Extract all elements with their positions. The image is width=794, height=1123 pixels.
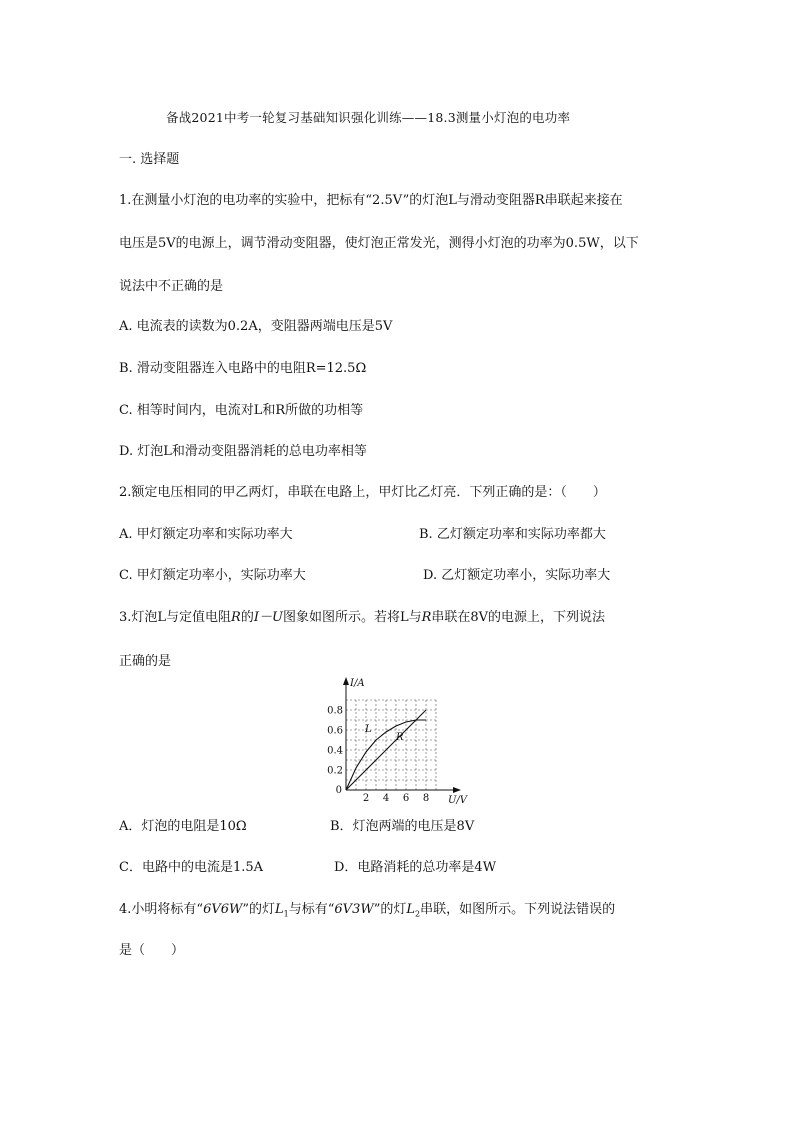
- x-tick-label: 6: [402, 793, 410, 804]
- q4-text-c: 与标有“: [288, 902, 335, 917]
- iu-graph: [320, 674, 470, 806]
- q4-lamp1: L: [275, 902, 284, 917]
- q1-option-d: D. 灯泡L和滑动变阻器消耗的总电功率相等: [119, 444, 367, 459]
- q4-spec2: 6V3W: [334, 902, 374, 917]
- origin-label: 0: [335, 785, 342, 796]
- x-axis-arrow: [453, 787, 461, 793]
- q3-var-r2: R: [421, 610, 432, 625]
- q1-stem-line2: 电压是5V的电源上，调节滑动变阻器，使灯泡正常发光，测得小灯泡的功率为0.5W，以下: [119, 236, 639, 251]
- q3-stem-line1: [119, 610, 605, 626]
- chart-labels: [327, 678, 469, 806]
- series-label-R: R: [396, 732, 404, 743]
- q4-lamp2-sub: 2: [415, 909, 421, 919]
- q2-option-b: B. 乙灯额定功率和实际功率都大: [419, 527, 606, 542]
- q3-text-b: 的: [240, 610, 254, 625]
- y-tick-label: 0.2: [327, 765, 343, 777]
- y-tick-label: 0.4: [327, 745, 343, 757]
- series-label-L: L: [365, 724, 372, 735]
- q2-option-a: A. 甲灯额定功率和实际功率大: [119, 527, 293, 542]
- x-tick-label: 8: [422, 793, 430, 804]
- q3-text-c: 图象如图所示。若将L与: [282, 610, 422, 625]
- q1-option-c: C. 相等时间内，电流对L和R所做的功相等: [119, 403, 364, 418]
- q1-option-a: A. 电流表的读数为0.2A，变阻器两端电压是5V: [119, 319, 393, 334]
- q1-stem-line3: 说法中不正确的是: [119, 279, 224, 294]
- x-axis-label: U/V: [448, 795, 468, 806]
- q3-text-d: 串联在8V的电源上，下列说法: [431, 610, 606, 625]
- page-title: 备战2021中考一轮复习基础知识强化训练——18.3测量小灯泡的电功率: [166, 110, 571, 125]
- q1-stem-line1: 1.在测量小灯泡的电功率的实验中，把标有“2.5V”的灯泡L与滑动变阻器R串联起来接在: [119, 193, 623, 208]
- q4-lamp1-sub: 1: [283, 909, 289, 919]
- y-axis-arrow: [343, 677, 349, 685]
- x-tick-label: 4: [382, 793, 390, 804]
- q4-text-d: ”的灯: [373, 902, 407, 917]
- q4-stem-line1: [119, 902, 615, 918]
- q2-option-c: C. 甲灯额定功率小，实际功率大: [119, 568, 306, 583]
- y-tick-label: 0.8: [327, 705, 343, 717]
- q3-option-d: D．电路消耗的总功率是4W: [334, 860, 497, 875]
- q3-var-r: R: [231, 610, 241, 625]
- q2-option-d: D. 乙灯额定功率小，实际功率大: [423, 568, 611, 583]
- q4-text-a: 4.小明将标有“: [119, 902, 204, 917]
- q4-text-e: 串联，如图所示。下列说法错误的: [420, 902, 616, 917]
- q3-option-c: C．电路中的电流是1.5A: [119, 860, 264, 875]
- q3-var-iu: I－U: [253, 610, 283, 625]
- q3-text-a: 3.灯泡L与定值电阻: [119, 610, 232, 625]
- q2-stem: 2.额定电压相同的甲乙两灯，串联在电路上，甲灯比乙灯亮．下列正确的是：（ ）: [119, 485, 606, 500]
- q3-stem-line2: 正确的是: [119, 654, 172, 669]
- y-axis-label: I/A: [350, 678, 365, 689]
- q4-stem-line2: 是（ ）: [119, 943, 185, 958]
- q4-spec1: 6V6W: [203, 902, 243, 917]
- q3-option-a: A．灯泡的电阻是10Ω: [119, 819, 247, 834]
- q1-option-b: B. 滑动变阻器连入电路中的电阻R=12.5Ω: [119, 361, 367, 376]
- series-L-line: [346, 720, 426, 790]
- y-tick-label: 0.6: [327, 725, 343, 737]
- q3-option-b: B．灯泡两端的电压是8V: [330, 819, 475, 834]
- q4-lamp2: L: [406, 902, 415, 917]
- section-heading: 一. 选择题: [119, 152, 180, 167]
- x-tick-label: 2: [362, 793, 370, 804]
- q4-text-b: ”的灯: [242, 902, 276, 917]
